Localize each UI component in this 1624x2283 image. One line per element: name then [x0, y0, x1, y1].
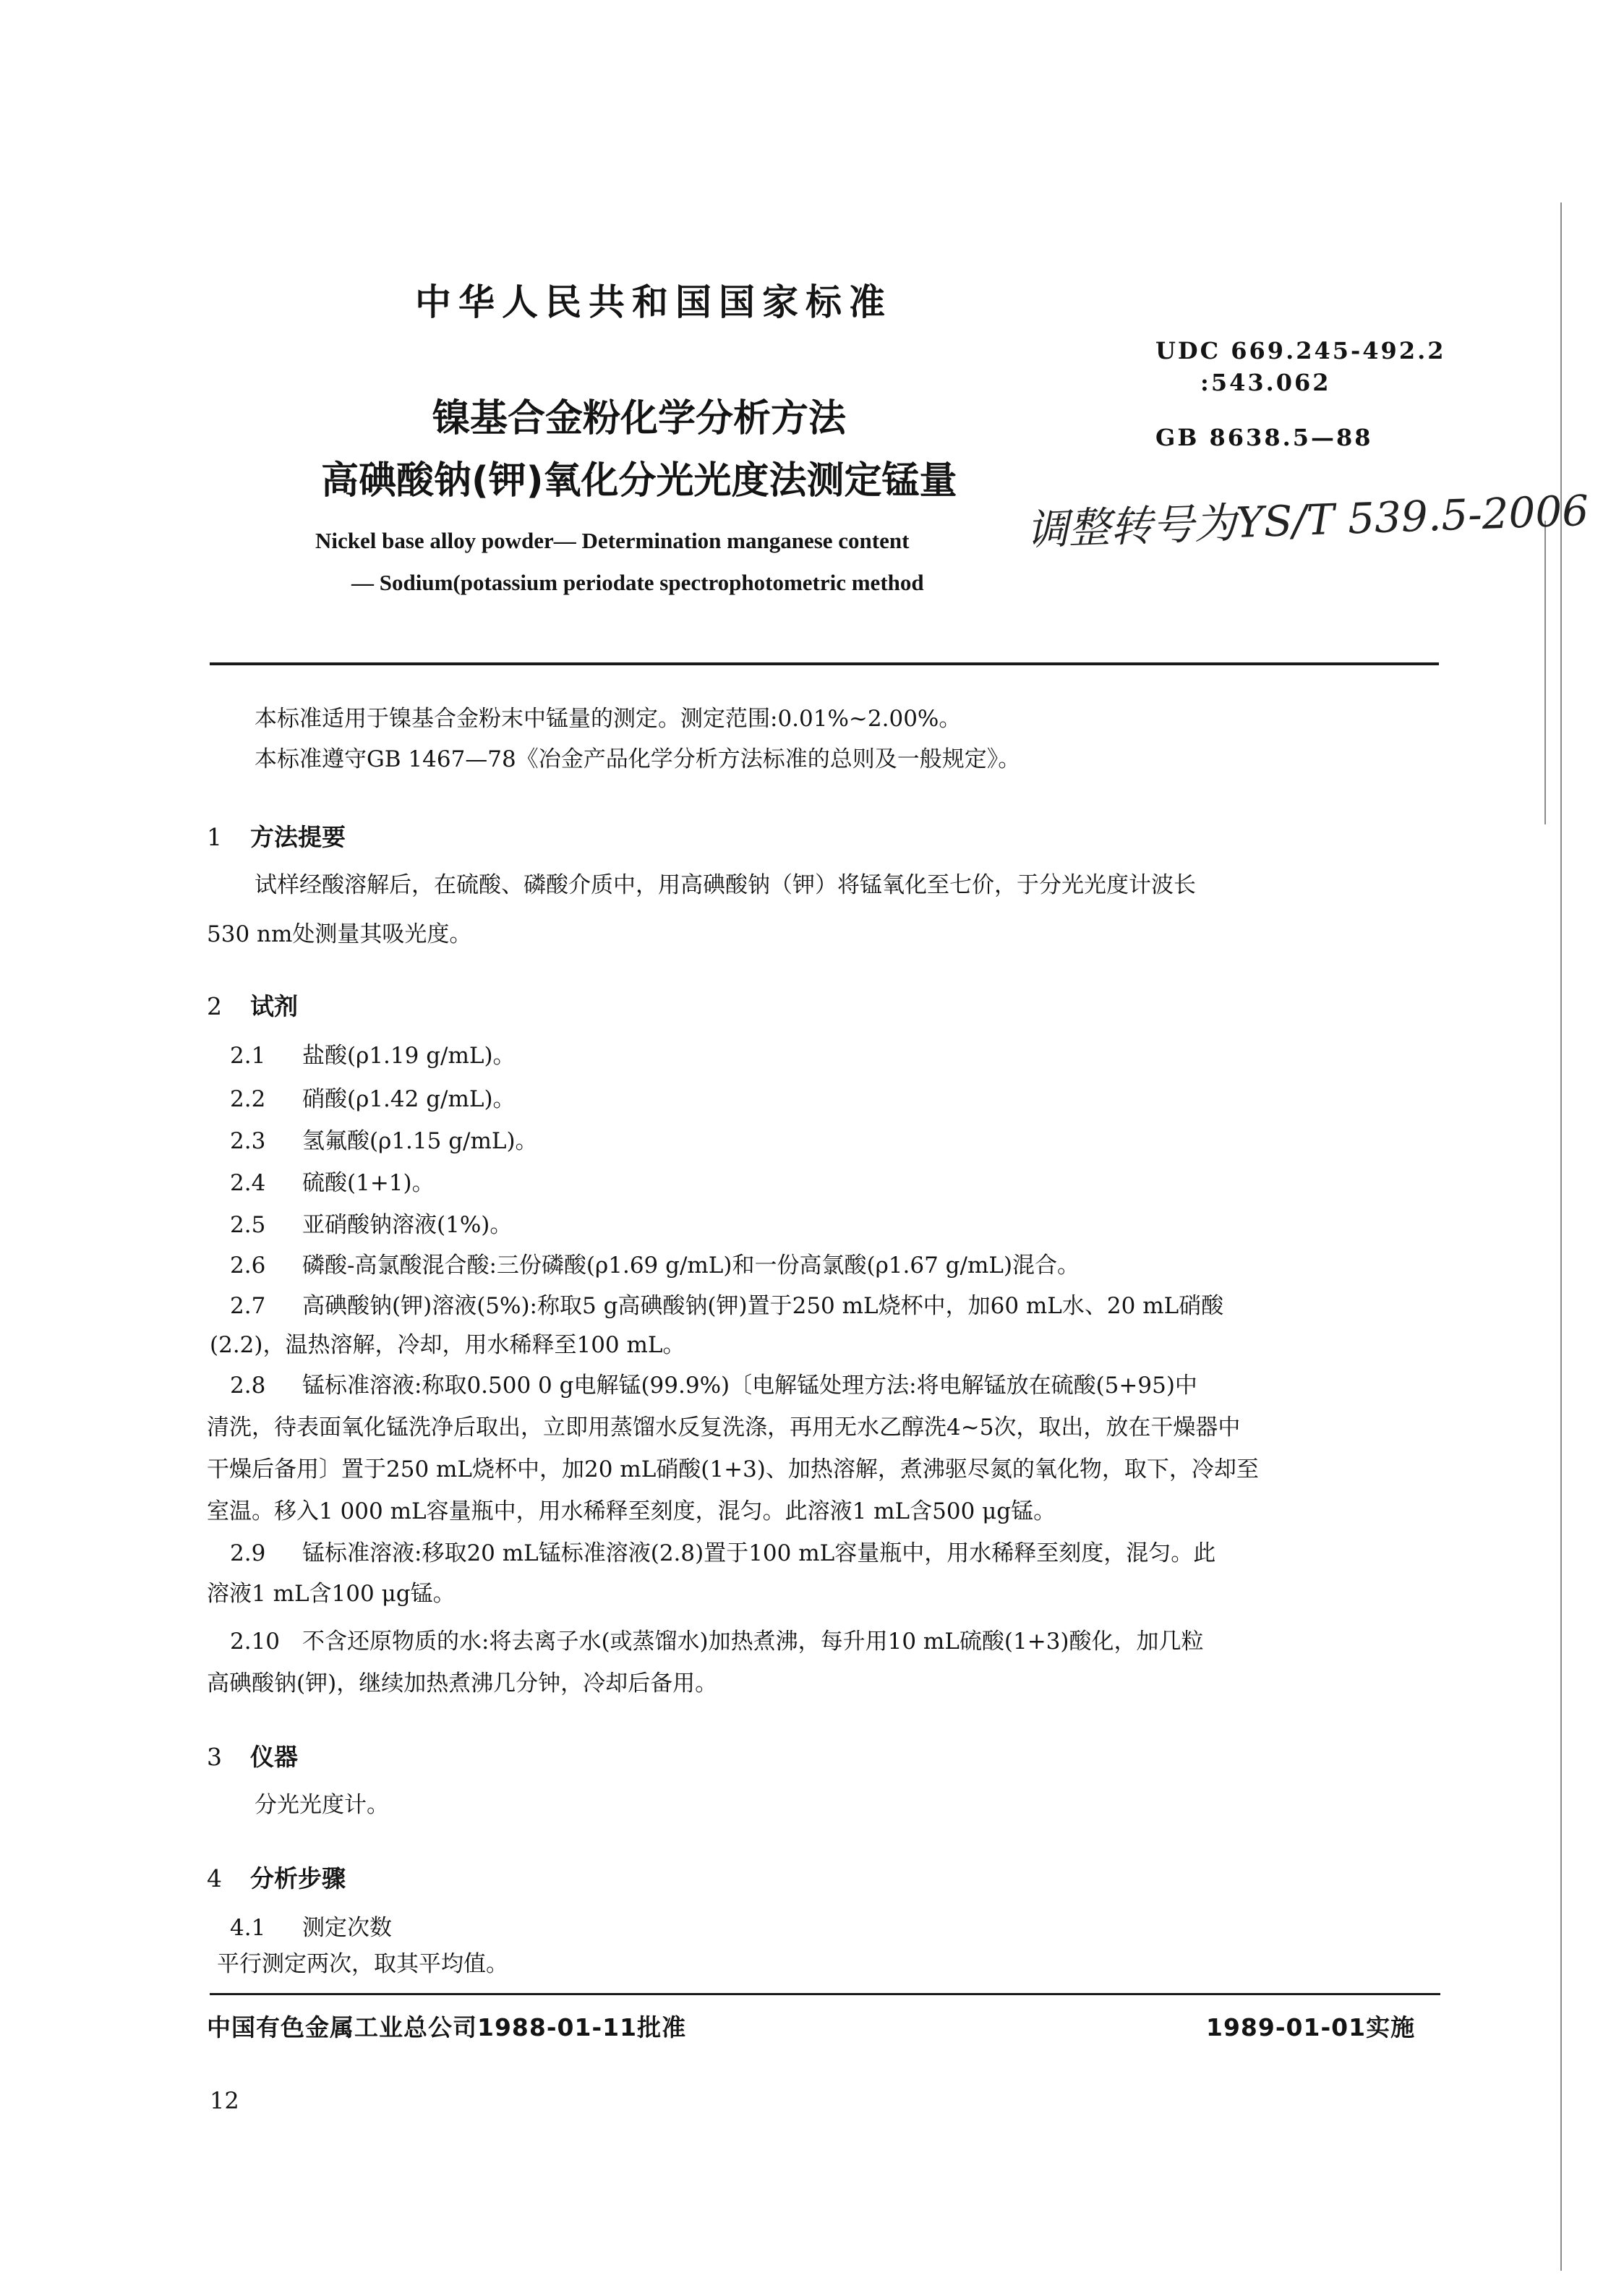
section-title: 分析步骤	[250, 1864, 346, 1892]
paragraph-line: 溶液1 mL含100 μg锰。	[207, 1581, 456, 1607]
approval-info: 中国有色金属工业总公司1988-01-11批准	[207, 2013, 687, 2041]
gb-number: GB 8638.5—88	[1155, 424, 1373, 451]
section-heading	[207, 819, 346, 853]
reagent-item	[230, 1041, 516, 1070]
page-number: 12	[210, 2087, 239, 2115]
section-heading	[207, 988, 298, 1022]
paragraph-line: 平行测定两次，取其平均值。	[217, 1951, 508, 1977]
item-number: 2.5	[230, 1212, 266, 1238]
reagent-item	[230, 1085, 516, 1114]
paragraph-line: 干燥后备用〕置于250 mL烧杯中，加20 mL硝酸(1+3)、加热溶解，煮沸驱尽氮的氧化物，取下，冷却至	[207, 1456, 1259, 1482]
section-number: 4	[207, 1864, 222, 1892]
scan-edge-line	[1544, 521, 1546, 824]
document-title-zh-line2: 高碘酸钠(钾)氧化分光光度法测定锰量	[321, 459, 957, 503]
item-text: 高碘酸钠(钾)溶液(5%):称取5 g高碘酸钠(钾)置于250 mL烧杯中，加60 mL水、20 mL硝酸	[302, 1293, 1224, 1319]
document-title-en-line2: — Sodium(potassium periodate spectrophotometric method	[351, 570, 924, 595]
standard-title: 中华人民共和国国家标准	[415, 281, 892, 323]
item-number: 4.1	[230, 1915, 266, 1941]
reagent-item	[230, 1539, 1215, 1568]
item-number: 2.6	[230, 1253, 266, 1279]
reagent-item	[230, 1371, 1197, 1400]
effective-date: 1989-01-01实施	[1206, 2013, 1416, 2041]
header-divider	[210, 662, 1439, 665]
item-number: 2.1	[230, 1043, 266, 1069]
handwritten-note: 调整转号为YS/T 539.5-2006	[1025, 485, 1590, 555]
item-text: 氢氟酸(ρ1.15 g/mL)。	[302, 1128, 538, 1154]
item-text: 硫酸(1+1)。	[302, 1170, 435, 1196]
item-number: 2.4	[230, 1170, 266, 1196]
section-number: 2	[207, 992, 222, 1020]
reagent-item	[230, 1251, 1080, 1280]
udc-code: UDC 669.245-492.2	[1155, 337, 1446, 364]
reagent-item	[230, 1627, 1204, 1656]
reagent-item	[230, 1211, 512, 1239]
paragraph-line: 室温。移入1 000 mL容量瓶中，用水稀释至刻度，混匀。此溶液1 mL含500 μg锰。	[207, 1498, 1056, 1524]
item-number: 2.8	[230, 1373, 266, 1399]
udc-code-continued: :543.062	[1200, 369, 1331, 396]
section-heading	[207, 1738, 298, 1772]
scope-paragraph: 本标准适用于镍基合金粉末中锰量的测定。测定范围:0.01%~2.00%。	[255, 706, 962, 732]
item-text: 锰标准溶液:移取20 mL锰标准溶液(2.8)置于100 mL容量瓶中，用水稀释至刻度，混匀。此	[302, 1540, 1216, 1566]
footer-divider	[210, 1993, 1440, 1995]
compliance-paragraph: 本标准遵守GB 1467—78《冶金产品化学分析方法标准的总则及一般规定》。	[255, 746, 1021, 772]
section-number: 1	[207, 823, 222, 851]
paragraph-line: (2.2)，温热溶解，冷却，用水稀释至100 mL。	[210, 1332, 685, 1358]
item-number: 2.3	[230, 1128, 266, 1154]
paragraph-line: 高碘酸钠(钾)，继续加热煮沸几分钟，冷却后备用。	[207, 1670, 718, 1697]
document-title-zh-line1: 镍基合金粉化学分析方法	[432, 397, 847, 440]
section-title: 仪器	[250, 1743, 298, 1771]
item-number: 2.10	[230, 1629, 281, 1655]
paragraph-line: 试样经酸溶解后，在硫酸、磷酸介质中，用高碘酸钠（钾）将锰氧化至七价，于分光光度计波长	[255, 872, 1196, 898]
paragraph-line: 清洗，待表面氧化锰洗净后取出，立即用蒸馏水反复洗涤，再用无水乙醇洗4~5次，取出，放在干燥器中	[207, 1414, 1241, 1441]
item-text: 磷酸-高氯酸混合酸:三份磷酸(ρ1.69 g/mL)和一份高氯酸(ρ1.67 g/mL)混合。	[302, 1253, 1080, 1279]
item-text: 测定次数	[302, 1915, 392, 1941]
reagent-item	[230, 1169, 435, 1198]
section-title: 试剂	[250, 992, 298, 1020]
section-title: 方法提要	[250, 823, 346, 851]
item-text: 盐酸(ρ1.19 g/mL)。	[302, 1043, 516, 1069]
item-number: 2.7	[230, 1293, 266, 1319]
reagent-item	[230, 1127, 538, 1156]
reagent-item	[230, 1292, 1223, 1320]
paragraph-line: 分光光度计。	[255, 1792, 389, 1818]
item-number: 2.2	[230, 1086, 266, 1112]
paragraph-line: 530 nm处测量其吸光度。	[207, 921, 472, 947]
item-number: 2.9	[230, 1540, 266, 1566]
section-heading	[207, 1860, 346, 1894]
item-text: 不含还原物质的水:将去离子水(或蒸馏水)加热煮沸，每升用10 mL硫酸(1+3)酸化，加几粒	[302, 1629, 1204, 1655]
item-text: 锰标准溶液:称取0.500 0 g电解锰(99.9%)〔电解锰处理方法:将电解锰放在硫酸(5+95)中	[302, 1373, 1197, 1399]
document-title-en-line1: Nickel base alloy powder— Determination manganese content	[315, 528, 910, 553]
subsection-heading	[230, 1913, 392, 1942]
section-number: 3	[207, 1743, 222, 1771]
item-text: 亚硝酸钠溶液(1%)。	[302, 1212, 513, 1238]
item-text: 硝酸(ρ1.42 g/mL)。	[302, 1086, 516, 1112]
